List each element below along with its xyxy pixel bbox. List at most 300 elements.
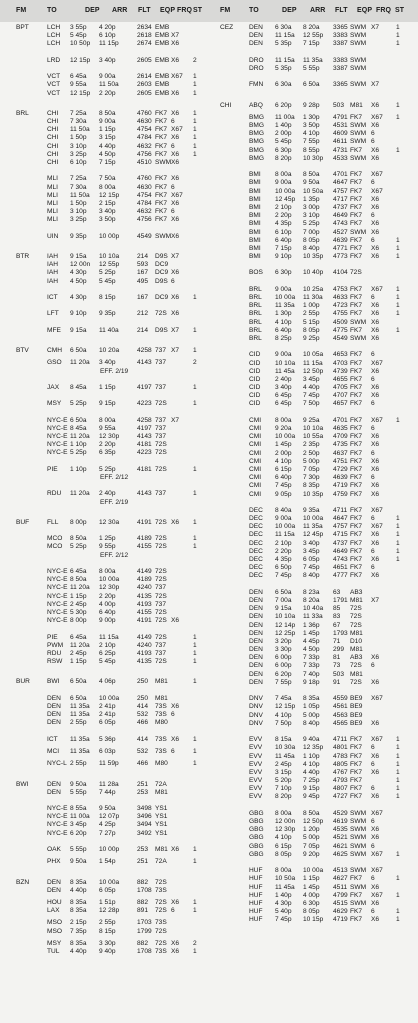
schedule-row: [0, 449, 209, 457]
cell-eqp: 72S: [155, 543, 167, 551]
cell-dep: 12 14p: [275, 621, 296, 629]
cell-flt: 503: [333, 101, 345, 109]
cell-to: DEN: [249, 621, 263, 629]
cell-arr: 9 15p: [303, 785, 320, 793]
cell-st: 1: [193, 760, 197, 768]
cell-arr: 9 55p: [99, 543, 116, 551]
cell-to: MSO: [47, 919, 63, 927]
cell-eqp: FK7: [350, 465, 363, 473]
cell-arr: 7 30p: [303, 474, 320, 482]
cell-frq: X6: [371, 793, 380, 801]
cell-arr: 9 28p: [303, 101, 320, 109]
schedule-row: [209, 572, 418, 580]
cell-eqp: FK7: [350, 793, 363, 801]
cell-frq: X6: [171, 703, 180, 710]
cell-st: 1: [193, 907, 197, 915]
schedule-row: [0, 425, 209, 433]
cell-to: DNV: [249, 711, 263, 719]
left-column: [0, 24, 209, 956]
cell-arr: 10 40p: [303, 269, 324, 277]
cell-st: 1: [193, 747, 197, 755]
cell-eqp: SWM: [155, 232, 172, 240]
cell-to: IAH: [47, 261, 58, 269]
cell-st: 1: [396, 891, 400, 899]
cell-eqp: 737: [155, 649, 167, 657]
cell-dep: 11 20a: [70, 641, 90, 649]
schedule-row: [209, 392, 418, 400]
cell-dep: 8 00p: [70, 617, 87, 625]
schedule-row: [0, 151, 209, 159]
cell-dep: 10 00a: [275, 187, 296, 195]
cell-to: BMG: [249, 122, 265, 130]
cell-to: DNV: [249, 703, 263, 711]
header-st: ST: [193, 7, 203, 14]
schedule-row: [209, 474, 418, 482]
cell-flt: 4191: [137, 518, 152, 526]
cell-eqp: DC9: [155, 261, 169, 269]
cell-flt: 4619: [333, 818, 348, 825]
cell-frq: X6: [371, 302, 380, 310]
row-spacer: [0, 687, 209, 695]
cell-frq: X7: [371, 596, 380, 604]
cell-dep: 8 35a: [70, 907, 87, 915]
cell-flt: 4715: [333, 531, 348, 539]
cell-eqp: FK7: [350, 506, 363, 514]
cell-dep: 7 30a: [70, 118, 87, 126]
cell-flt: 593: [137, 261, 149, 269]
cell-frq: 6: [371, 875, 375, 883]
row-spacer: [0, 302, 209, 310]
cell-frq: X6: [371, 367, 380, 375]
cell-to: IAH: [47, 253, 58, 261]
cell-flt: 4627: [333, 875, 348, 883]
cell-arr: 9 25a: [303, 416, 320, 424]
cell-flt: 1708: [137, 886, 152, 894]
cell-arr: 7 25p: [303, 777, 320, 785]
cell-to: BMI: [249, 220, 261, 228]
cell-dep: 12 00n: [275, 818, 296, 825]
cell-arr: 11 15p: [99, 40, 119, 48]
cell-flt: 4760: [137, 175, 152, 183]
cell-st: 1: [396, 523, 400, 531]
cell-st: 1: [396, 302, 400, 310]
cell-flt: 4743: [333, 556, 348, 563]
cell-arr: 1 15p: [99, 383, 116, 391]
schedule-row: [0, 678, 209, 686]
cell-flt: 85: [333, 605, 341, 613]
cell-flt: 4223: [137, 449, 152, 457]
cell-flt: 4637: [333, 449, 348, 457]
cell-eqp: 72S: [155, 608, 167, 616]
cell-flt: 4633: [333, 294, 348, 301]
schedule-row: [209, 843, 418, 851]
cell-arr: 2 20p: [99, 441, 116, 449]
cell-to: BMG: [249, 130, 265, 138]
schedule-row: [0, 233, 209, 241]
schedule-row: [209, 884, 418, 892]
cell-flt: 4223: [137, 400, 152, 408]
cell-frq: X6: [171, 269, 180, 277]
cell-st: 1: [396, 768, 400, 776]
cell-to: VCT: [47, 81, 61, 89]
cell-dep: 2 40p: [275, 375, 292, 383]
cell-to: MLI: [47, 191, 58, 199]
cell-arr: 6 35p: [99, 449, 116, 457]
cell-arr: 8 50a: [303, 171, 320, 179]
cell-dep: 6 20p: [70, 829, 87, 837]
cell-st: 1: [396, 785, 400, 793]
cell-to: DEC: [249, 515, 263, 523]
schedule-row: [0, 813, 209, 821]
cell-arr: 11 33a: [303, 613, 323, 621]
cell-dep: 12 30p: [275, 826, 296, 834]
cell-flt: 73: [333, 662, 341, 670]
cell-to: BMG: [249, 146, 265, 154]
cell-arr: 4 50p: [303, 646, 320, 654]
cell-frq: 6: [171, 208, 175, 216]
cell-frq: X67: [371, 523, 383, 531]
row-spacer: [0, 167, 209, 175]
row-spacer: [0, 838, 209, 846]
cell-flt: 4649: [333, 547, 348, 555]
cell-eqp: FK7: [350, 326, 363, 334]
schedule-row: [0, 433, 209, 441]
cell-arr: 3 40p: [99, 208, 116, 216]
cell-flt: 4731: [333, 146, 348, 154]
cell-flt: 4189: [137, 576, 152, 584]
cell-flt: 4756: [137, 216, 152, 224]
cell-dep: 2 10p: [275, 203, 292, 211]
cell-to: HUF: [249, 883, 263, 891]
cell-eqp: D9S: [155, 277, 168, 285]
schedule-row: [0, 347, 209, 355]
cell-frq: 6: [171, 118, 175, 126]
cell-flt: 4719: [333, 482, 348, 490]
cell-frq: 6: [371, 294, 375, 301]
cell-eqp: 72S: [350, 678, 362, 686]
cell-dep: 10 10a: [275, 613, 296, 621]
cell-to: DEN: [47, 694, 61, 702]
cell-frq: X6: [171, 89, 180, 97]
cell-flt: 3492: [137, 829, 152, 837]
cell-to: HUF: [249, 867, 263, 875]
cell-eqp: FK7: [350, 400, 363, 408]
schedule-row: [0, 584, 209, 592]
cell-eqp: M81: [155, 846, 168, 853]
cell-st: 1: [396, 556, 400, 563]
cell-arr: 2 50p: [303, 449, 320, 457]
cell-to: CMI: [249, 449, 262, 457]
cell-arr: 10 00a: [99, 694, 120, 702]
cell-to: DEN: [249, 646, 263, 654]
cell-arr: 10 10a: [303, 425, 324, 432]
cell-arr: 11 40a: [99, 326, 119, 334]
cell-arr: 3 40p: [99, 56, 116, 64]
schedule-row: [209, 818, 418, 826]
cell-dep: 10 50p: [70, 40, 91, 48]
schedule-row: [0, 261, 209, 269]
cell-flt: 4240: [137, 641, 152, 649]
cell-st: 2: [193, 939, 197, 947]
cell-arr: 2 55p: [303, 310, 320, 318]
cell-dep: 11 35a: [275, 302, 295, 310]
cell-flt: 4737: [333, 203, 348, 211]
cell-arr: 3 40p: [303, 539, 320, 547]
cell-dep: 9 10p: [70, 310, 87, 318]
cell-flt: 4723: [333, 302, 348, 310]
schedule-row: [209, 237, 418, 245]
cell-eqp: FK7: [350, 416, 363, 424]
cell-eqp: FK7: [350, 375, 363, 383]
cell-flt: 4793: [333, 777, 348, 785]
cell-arr: 11 15a: [99, 633, 119, 641]
cell-eqp: FK7: [350, 171, 363, 179]
cell-frq: 6: [171, 711, 175, 719]
cell-to: DEC: [249, 531, 263, 539]
row-spacer: [209, 687, 418, 695]
cell-frq: X6: [371, 457, 380, 465]
schedule-row: [0, 940, 209, 948]
cell-flt: 2634: [137, 24, 152, 31]
cell-to: VCT: [47, 89, 61, 97]
cell-arr: 8 35p: [303, 482, 320, 490]
cell-frq: X67: [371, 695, 383, 703]
cell-eqp: 72S: [155, 658, 167, 666]
cell-flt: 4751: [333, 457, 348, 465]
schedule-row: [209, 826, 418, 834]
schedule-row: [209, 662, 418, 670]
schedule-row: [209, 302, 418, 310]
cell-to: TUL: [47, 947, 60, 955]
cell-frq: 6: [171, 277, 175, 285]
column-header-bar: [0, 0, 418, 22]
cell-frq: X6: [371, 572, 380, 580]
cell-flt: 4783: [333, 752, 348, 760]
cell-flt: 532: [137, 711, 149, 719]
cell-dep: 8 00a: [275, 416, 292, 424]
cell-eqp: EMB: [155, 73, 170, 81]
schedule-row: [0, 310, 209, 318]
cell-eqp: FK7: [350, 220, 363, 228]
cell-eqp: SWM: [350, 826, 367, 834]
cell-dep: 3 10p: [70, 208, 87, 216]
cell-eqp: FK7: [350, 547, 363, 555]
schedule-row: [209, 556, 418, 564]
cell-dep: 6 40p: [275, 326, 292, 334]
schedule-row: [0, 184, 209, 192]
cell-flt: 414: [137, 735, 149, 743]
cell-arr: 7 45p: [303, 392, 320, 400]
cell-eqp: 72S: [155, 310, 167, 318]
cell-dep: 7 30a: [70, 183, 87, 191]
cell-eqp: 73S: [155, 711, 167, 719]
cell-flt: 466: [137, 719, 149, 727]
effective-date-note: [0, 368, 209, 376]
cell-arr: 10 00a: [99, 878, 120, 886]
cell-frq: X6: [371, 768, 380, 776]
schedule-row: [209, 179, 418, 187]
cell-arr: 2 55p: [99, 919, 116, 927]
cell-dep: 1 15p: [70, 658, 87, 666]
cell-eqp: FK7: [350, 187, 363, 195]
cell-dep: 8 45a: [70, 424, 87, 432]
schedule-row: [0, 634, 209, 642]
cell-frq: X7: [171, 253, 180, 261]
cell-eqp: BE9: [350, 719, 363, 727]
cell-arr: 9 00p: [99, 617, 116, 625]
schedule-row: [209, 703, 418, 711]
cell-dep: 9 10p: [275, 253, 292, 261]
cell-dep: 4 10p: [275, 711, 292, 719]
cell-flt: 212: [137, 310, 149, 318]
header-to: TO: [47, 7, 57, 14]
cell-to: DEN: [47, 780, 61, 788]
row-spacer: [0, 797, 209, 805]
cell-frq: X6: [371, 334, 380, 342]
cell-dep: 11 00a: [70, 813, 90, 821]
cell-dep: 3 25p: [70, 216, 87, 224]
cell-to: NYC-E: [47, 433, 68, 440]
cell-to: BMI: [249, 228, 261, 236]
cell-fm: BUR: [16, 678, 30, 686]
cell-arr: 2 41p: [99, 711, 116, 719]
cell-to: BMI: [249, 253, 261, 261]
schedule-row: [209, 916, 418, 924]
cell-arr: 1 25p: [99, 535, 116, 543]
row-spacer: [0, 376, 209, 384]
cell-arr: 9 55a: [99, 424, 116, 432]
cell-arr: 10 40a: [303, 605, 324, 613]
cell-dep: 5 25p: [70, 543, 87, 551]
cell-dep: 8 25p: [275, 334, 292, 342]
cell-frq: 6: [171, 907, 175, 915]
cell-dep: 8 05p: [275, 850, 292, 858]
header-to-right: TO: [249, 7, 259, 14]
cell-frq: X6: [371, 220, 380, 228]
schedule-row: [209, 507, 418, 515]
cell-to: DNV: [249, 719, 263, 727]
schedule-row: [0, 711, 209, 719]
cell-dep: 11 45a: [275, 367, 295, 375]
cell-fm: CHI: [220, 101, 232, 109]
cell-frq: X6: [171, 846, 180, 853]
cell-st: 1: [193, 649, 197, 657]
schedule-row: [0, 294, 209, 302]
cell-to: BRL: [249, 334, 262, 342]
cell-arr: 1 35p: [303, 195, 320, 203]
cell-dep: 6 00p: [275, 662, 292, 670]
cell-dep: 2 15p: [70, 919, 87, 927]
cell-st: 1: [193, 658, 197, 666]
header-arr: ARR: [112, 7, 128, 14]
cell-frq: X7: [371, 81, 380, 89]
cell-to: PHX: [47, 858, 61, 866]
row-spacer: [0, 458, 209, 466]
schedule-row: [209, 744, 418, 752]
cell-st: 1: [396, 875, 400, 883]
cell-flt: 4719: [333, 916, 348, 924]
cell-to: LFT: [47, 310, 59, 318]
cell-arr: 8 05p: [303, 326, 320, 334]
cell-st: 1: [396, 916, 400, 924]
cell-flt: 4510: [137, 159, 152, 166]
cell-eqp: 73S: [155, 703, 167, 710]
schedule-row: [0, 830, 209, 838]
cell-arr: 5 45p: [99, 277, 116, 285]
schedule-row: [209, 171, 418, 179]
cell-frq: 6: [371, 818, 375, 825]
cell-to: GBG: [249, 850, 264, 858]
cell-dep: 7 55p: [275, 678, 292, 686]
cell-to: HUF: [249, 899, 263, 907]
cell-st: 1: [396, 850, 400, 858]
cell-eqp: FK7: [155, 109, 168, 117]
cell-flt: 4717: [333, 195, 348, 203]
cell-arr: 9 15p: [99, 400, 116, 408]
cell-to: CMI: [249, 433, 262, 441]
cell-eqp: FK7: [350, 474, 363, 482]
cell-arr: 6 25p: [99, 649, 116, 657]
cell-eqp: EMB: [155, 56, 170, 64]
cell-st: 1: [193, 73, 197, 81]
cell-st: 1: [193, 641, 197, 649]
cell-flt: 4181: [137, 441, 152, 449]
cell-dep: 7 10p: [275, 785, 292, 793]
cell-dep: 6 50a: [70, 694, 87, 702]
cell-frq: X6: [371, 654, 380, 662]
cell-to: MLI: [47, 208, 58, 216]
cell-eqp: D9S: [155, 253, 168, 261]
schedule-row: [209, 793, 418, 801]
cell-st: 1: [193, 858, 197, 866]
schedule-row: [0, 490, 209, 498]
cell-dep: 6 50a: [70, 416, 87, 424]
cell-arr: 5 00p: [303, 457, 320, 465]
cell-dep: 7 45p: [275, 482, 292, 490]
cell-to: PIE: [47, 465, 58, 473]
row-spacer: [0, 49, 209, 57]
cell-dep: 10 00a: [275, 523, 296, 531]
cell-to: LCH: [47, 24, 61, 31]
cell-eqp: SWM: [350, 154, 367, 162]
cell-arr: 4 10p: [303, 130, 320, 138]
schedule-row: [209, 425, 418, 433]
schedule-row: [0, 200, 209, 208]
cell-flt: 4801: [333, 744, 348, 752]
schedule-row: [209, 548, 418, 556]
cell-frq: 6: [371, 449, 375, 457]
schedule-row: [0, 278, 209, 286]
cell-st: 1: [396, 24, 400, 31]
cell-flt: 4729: [333, 465, 348, 473]
cell-dep: 4 40p: [70, 947, 87, 955]
cell-arr: 3 15p: [99, 134, 116, 142]
cell-arr: 10 15p: [303, 916, 324, 924]
cell-flt: 4705: [333, 384, 348, 392]
cell-frq: X6: [171, 294, 180, 301]
row-spacer: [209, 581, 418, 589]
schedule-row: [209, 761, 418, 769]
cell-dep: 6 50a: [70, 678, 87, 686]
cell-frq: 6: [171, 142, 175, 150]
cell-arr: 10 00p: [99, 232, 120, 240]
row-spacer: [0, 768, 209, 776]
cell-dep: 10 30a: [275, 744, 296, 752]
schedule-row: [0, 879, 209, 887]
cell-to: NYC-E: [47, 813, 68, 821]
cell-to: CHI: [47, 134, 59, 142]
cell-to: DNV: [249, 695, 263, 703]
